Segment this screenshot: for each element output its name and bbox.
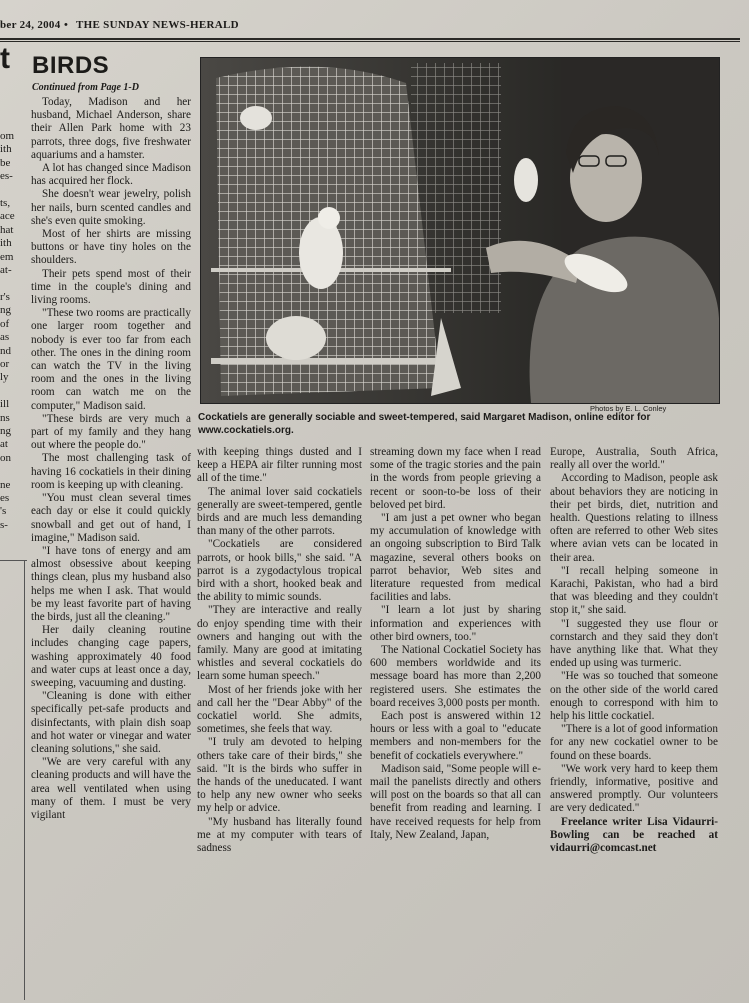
fragment-line: ly xyxy=(0,371,9,384)
headline-title: BIRDS xyxy=(32,52,110,79)
article-paragraph: The National Cockatiel Society has 600 members worldwide and its message board has more than 2,200 registered users. She estimates the board receives 3,000 posts per month. xyxy=(370,644,541,709)
masthead-paper-name: THE SUNDAY NEWS-HERALD xyxy=(76,19,239,31)
column-divider-horizontal xyxy=(0,560,27,561)
article-paragraph: According to Madison, people ask about behaviors they are noticing in their pet birds, diet, nutrition and health. Questions relating to illness often are referred to other Web sites where avian vets can be located in their area. xyxy=(550,472,718,564)
article-paragraph: "I recall helping someone in Karachi, Pakistan, who had a bird that was bleeding and they couldn't stop it," she said. xyxy=(550,564,718,617)
fragment-line: ts, xyxy=(0,197,11,210)
headline-fragment: t xyxy=(0,42,10,75)
masthead-bullet: • xyxy=(64,19,69,31)
article-paragraph: "He was so touched that someone on the other side of the world cared enough to correspond with him to help his little cockatiel. xyxy=(550,670,718,723)
article-paragraph: "These birds are very much a part of my family and they hang out where the people do." xyxy=(31,412,191,452)
fragment-line xyxy=(0,385,22,398)
article-paragraph: Most of her friends joke with her and call her the "Dear Abby" of the cockatiel world. She admits, sometimes, she feels that way. xyxy=(197,683,362,736)
fragment-line: ns xyxy=(0,411,10,424)
fragment-line: at- xyxy=(0,264,12,277)
column-divider-vertical xyxy=(24,560,25,1000)
fragment-line: be xyxy=(0,156,11,169)
article-paragraph: "We are very careful with any cleaning products and will have the area well ventilated when using many of them. I must be very vigilant xyxy=(31,756,191,821)
article-paragraph: Madison said, "Some people will e-mail the panelists directly and others will post on the boards so that all can benefit from reading and learning. I have received requests for help from Italy, New Zealand, Japan, xyxy=(370,762,541,841)
article-paragraph: "I have tons of energy and am almost obsessive about keeping things clean, plus my husband also helps me when I ask. That would be my least favorite part of having the birds, just all the cleaning." xyxy=(31,544,191,623)
fragment-line: em xyxy=(0,250,14,263)
fragment-line: om xyxy=(0,130,15,142)
masthead-rule xyxy=(0,38,740,40)
fragment-line: of xyxy=(0,317,10,330)
article-paragraph: Each post is answered within 12 hours or less with a goal to "educate members and non-members for the benefit of cockatiels everywhere." xyxy=(370,710,541,762)
article-paragraph: "We work very hard to keep them friendly, informative, positive and answered promptly. Our volunteers are very dedicated." xyxy=(550,762,718,815)
article-paragraph: Most of her shirts are missing buttons or have tiny holes on the shoulders. xyxy=(31,228,191,267)
article-paragraph: "I suggested they use flour or cornstarch and they said they don't have anything like that. What they ended up using was turmeric. xyxy=(550,617,718,670)
article-paragraph: "There is a lot of good information for any new cockatiel owner to be found on these boards. xyxy=(550,723,718,762)
article-paragraph: "I truly am devoted to helping others take care of their birds," she said. "It is the birds who suffer in the hands of the uneducated. I want to help any new owner who seeks my help or advice. xyxy=(197,736,362,815)
article-paragraph: Her daily cleaning routine includes changing cage papers, washing approximately 40 food and water cups at least once a day, sweeping, vacuuming and dusting. xyxy=(31,624,191,689)
photo-credit: Photos by E. L. Conley xyxy=(590,404,667,413)
article-paragraph: "These two rooms are practically one larger room together and nobody is ever too far from each other. The ones in the dining room can watch the TV in the living room and the ones in the living room can watch me on the computer," Madison said. xyxy=(31,307,191,412)
fragment-line: at xyxy=(0,438,8,451)
fragment-line: on xyxy=(0,451,11,464)
article-paragraph: Freelance writer Lisa Vidaurri-Bowling can be reached at vidaurri@comcast.net xyxy=(550,815,718,855)
article-paragraph: streaming down my face when I read some of the tragic stories and the pain in the words from people grieving a recent or soon-to-be loss of their beloved pet bird. xyxy=(370,446,541,511)
article-column-2 xyxy=(197,446,362,986)
article-paragraph: "I learn a lot just by sharing information and experiences with other bird owners, too." xyxy=(370,604,541,643)
article-paragraph: "They are interactive and really do enjoy spending time with their owners and hanging out with the family. Many are good at imitating whistles and several cockatiels do learn some human speech." xyxy=(197,604,362,683)
fragment-line: ace xyxy=(0,210,15,223)
left-column-fragment xyxy=(0,130,22,540)
article-column-4 xyxy=(550,446,718,986)
fragment-line: nd xyxy=(0,344,11,357)
article-paragraph: "I am just a pet owner who began my accumulation of knowledge with an ongoing subscription to Bird Talk magazine, several others books on parrot behavior, Web sites and literature requested from medical facilities and labs. xyxy=(370,512,541,604)
article-paragraph: "Cleaning is done with either specifically pet-safe products and disinfectants, with plain dish soap and hot water or vinegar and water cleaning solutions," she said. xyxy=(31,690,191,755)
article-paragraph: Europe, Australia, South Africa, really all over the world." xyxy=(550,446,718,472)
fragment-line: es xyxy=(0,491,10,504)
photo-caption: Cockatiels are generally sociable and sweet-tempered, said Margaret Madison, online editor for www.cockatiels.org. xyxy=(198,412,651,436)
fragment-line: as xyxy=(0,331,10,344)
fragment-line: ith xyxy=(0,237,12,250)
cockatiel-photo xyxy=(200,57,720,404)
article-paragraph: The most challenging task of having 16 cockatiels in their dining room is keeping up with cleaning. xyxy=(31,452,191,491)
photo-illustration xyxy=(201,58,719,403)
article-paragraph: She doesn't wear jewelry, polish her nails, burn scented candles and she's even quite smoking. xyxy=(31,188,191,227)
article-paragraph: Today, Madison and her husband, Michael Anderson, share their Allen Park home with 23 parrots, three dogs, five freshwater aquariums and a hamster. xyxy=(31,96,191,161)
masthead-date: ber 24, 2004 xyxy=(0,19,61,31)
article-paragraph: A lot has changed since Madison has acquired her flock. xyxy=(31,162,191,188)
article-column-1 xyxy=(31,96,191,986)
article-paragraph: "Cockatiels are considered parrots, or hook bills," she said. "A parrot is a zygodactylous tropical bird with a short, hooked beak and the ability to mimic sounds. xyxy=(197,538,362,604)
fragment-line: ith xyxy=(0,143,12,156)
fragment-line: ng xyxy=(0,304,11,317)
fragment-line xyxy=(0,277,22,290)
masthead-rule-thin xyxy=(0,41,740,42)
fragment-line: s- xyxy=(0,518,8,531)
fragment-line: or xyxy=(0,357,10,370)
fragment-line: ng xyxy=(0,424,11,437)
fragment-line: ill xyxy=(0,398,10,411)
fragment-line xyxy=(0,465,22,478)
article-column-3 xyxy=(370,446,541,986)
fragment-line: r's xyxy=(0,290,10,303)
masthead xyxy=(0,16,740,38)
article-paragraph: with keeping things dusted and I keep a HEPA air filter running most all of the time." xyxy=(197,446,362,485)
fragment-line: ne xyxy=(0,478,11,491)
article-paragraph: Their pets spend most of their time in the couple's dining and living rooms. xyxy=(31,267,191,307)
fragment-line: hat xyxy=(0,223,14,236)
fragment-line xyxy=(0,184,22,197)
fragment-line: es- xyxy=(0,170,13,183)
article-paragraph: "My husband has literally found me at my computer with tears of sadness xyxy=(197,815,362,855)
article-paragraph: The animal lover said cockatiels generally are sweet-tempered, gentle birds and are much less demanding than many of the other parrots. xyxy=(197,485,362,538)
fragment-line: 's xyxy=(0,505,7,518)
article-paragraph: "You must clean several times each day or else it could quickly snowball and get out of hand, I imagine," Madison said. xyxy=(31,492,191,544)
continued-line: Continued from Page 1-D xyxy=(32,82,139,93)
